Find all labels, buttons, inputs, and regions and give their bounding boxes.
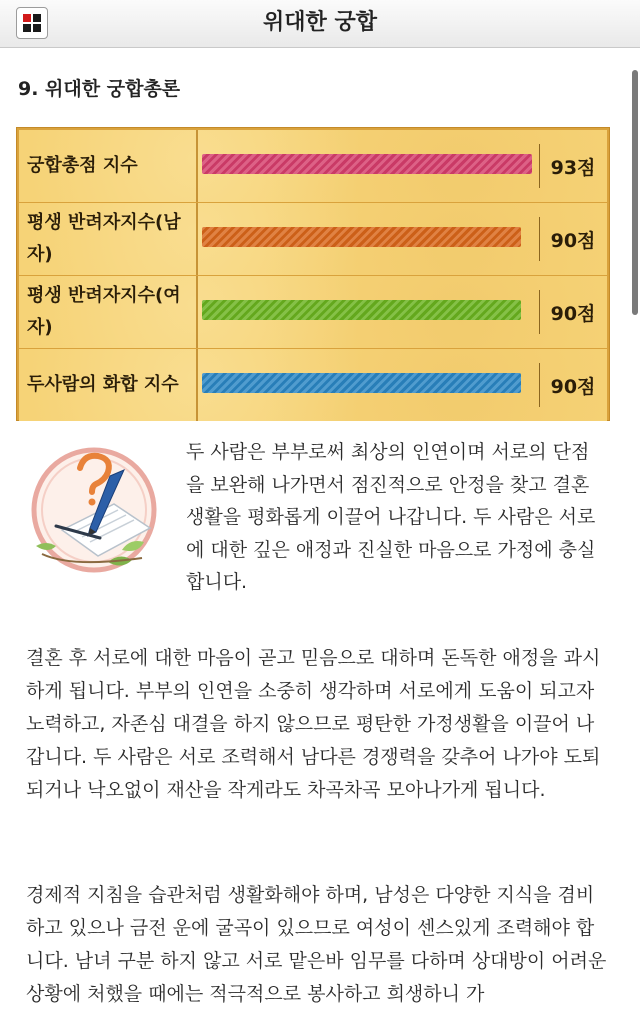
body-paragraph: 경제적 지침을 습관처럼 생활화해야 하며, 남성은 다양한 지식을 겸비하고 있으나 금전 운에 굴곡이 있으므로 여성이 센스있게 조력해야 합니다. 남녀 구분 하지 않고 서로 맡은바 임무를 다하며 상대방이 어려운 상황에 처했을 때에는 적극적으로 봉사하고 희생하니 가 — [26, 884, 607, 1005]
question-paper-pen-icon — [22, 442, 172, 582]
score-row — [19, 276, 607, 348]
score-label: 궁합총점 지수 — [19, 130, 198, 202]
score-value: 90점 — [539, 276, 607, 348]
scrollbar[interactable] — [632, 70, 638, 315]
score-value: 90점 — [539, 203, 607, 275]
score-bar-cell — [198, 203, 539, 275]
score-value: 93점 — [539, 130, 607, 202]
score-bar — [202, 154, 532, 174]
page-title: 위대한 궁합 — [263, 10, 377, 35]
score-bar-cell — [198, 130, 539, 202]
score-bar — [202, 227, 521, 247]
top-bar — [0, 0, 640, 48]
score-table — [16, 127, 610, 421]
score-row — [19, 130, 607, 202]
score-row — [19, 203, 607, 275]
score-label: 평생 반려자지수(남자) — [19, 203, 198, 275]
score-bar-cell — [198, 349, 539, 421]
score-bar — [202, 300, 521, 320]
score-value: 90점 — [539, 349, 607, 421]
score-bar — [202, 373, 521, 393]
intro-paragraph: 두 사람은 부부로써 최상의 인연이며 서로의 단점을 보완해 나가면서 점진적으로 안정을 찾고 결혼생활을 평화롭게 이끌어 나갑니다. 두 사람은 서로에 대한 깊은 애정과 진실한 마음으로 가정에 충실합니다. — [186, 441, 596, 593]
score-label: 평생 반려자지수(여자) — [19, 276, 198, 348]
score-label: 두사람의 화합 지수 — [19, 349, 198, 421]
body-paragraph: 결혼 후 서로에 대한 마음이 곧고 믿음으로 대하며 돈독한 애정을 과시하게 됩니다. 부부의 인연을 소중히 생각하며 서로에게 도움이 되고자 노력하고, 자존심 대결을 하지 않으므로 평탄한 가정생활을 이끌어 나갑니다. 두 사람은 서로 조력해서 남다른 경쟁력을 갖추어 나가야 도퇴되거나 낙오없이 재산을 작게라도 차곡차곡 모아나가게 됩니다. — [26, 647, 601, 801]
section-title: 9. 위대한 궁합총론 — [18, 78, 181, 100]
score-bar-cell — [198, 276, 539, 348]
score-row — [19, 349, 607, 421]
